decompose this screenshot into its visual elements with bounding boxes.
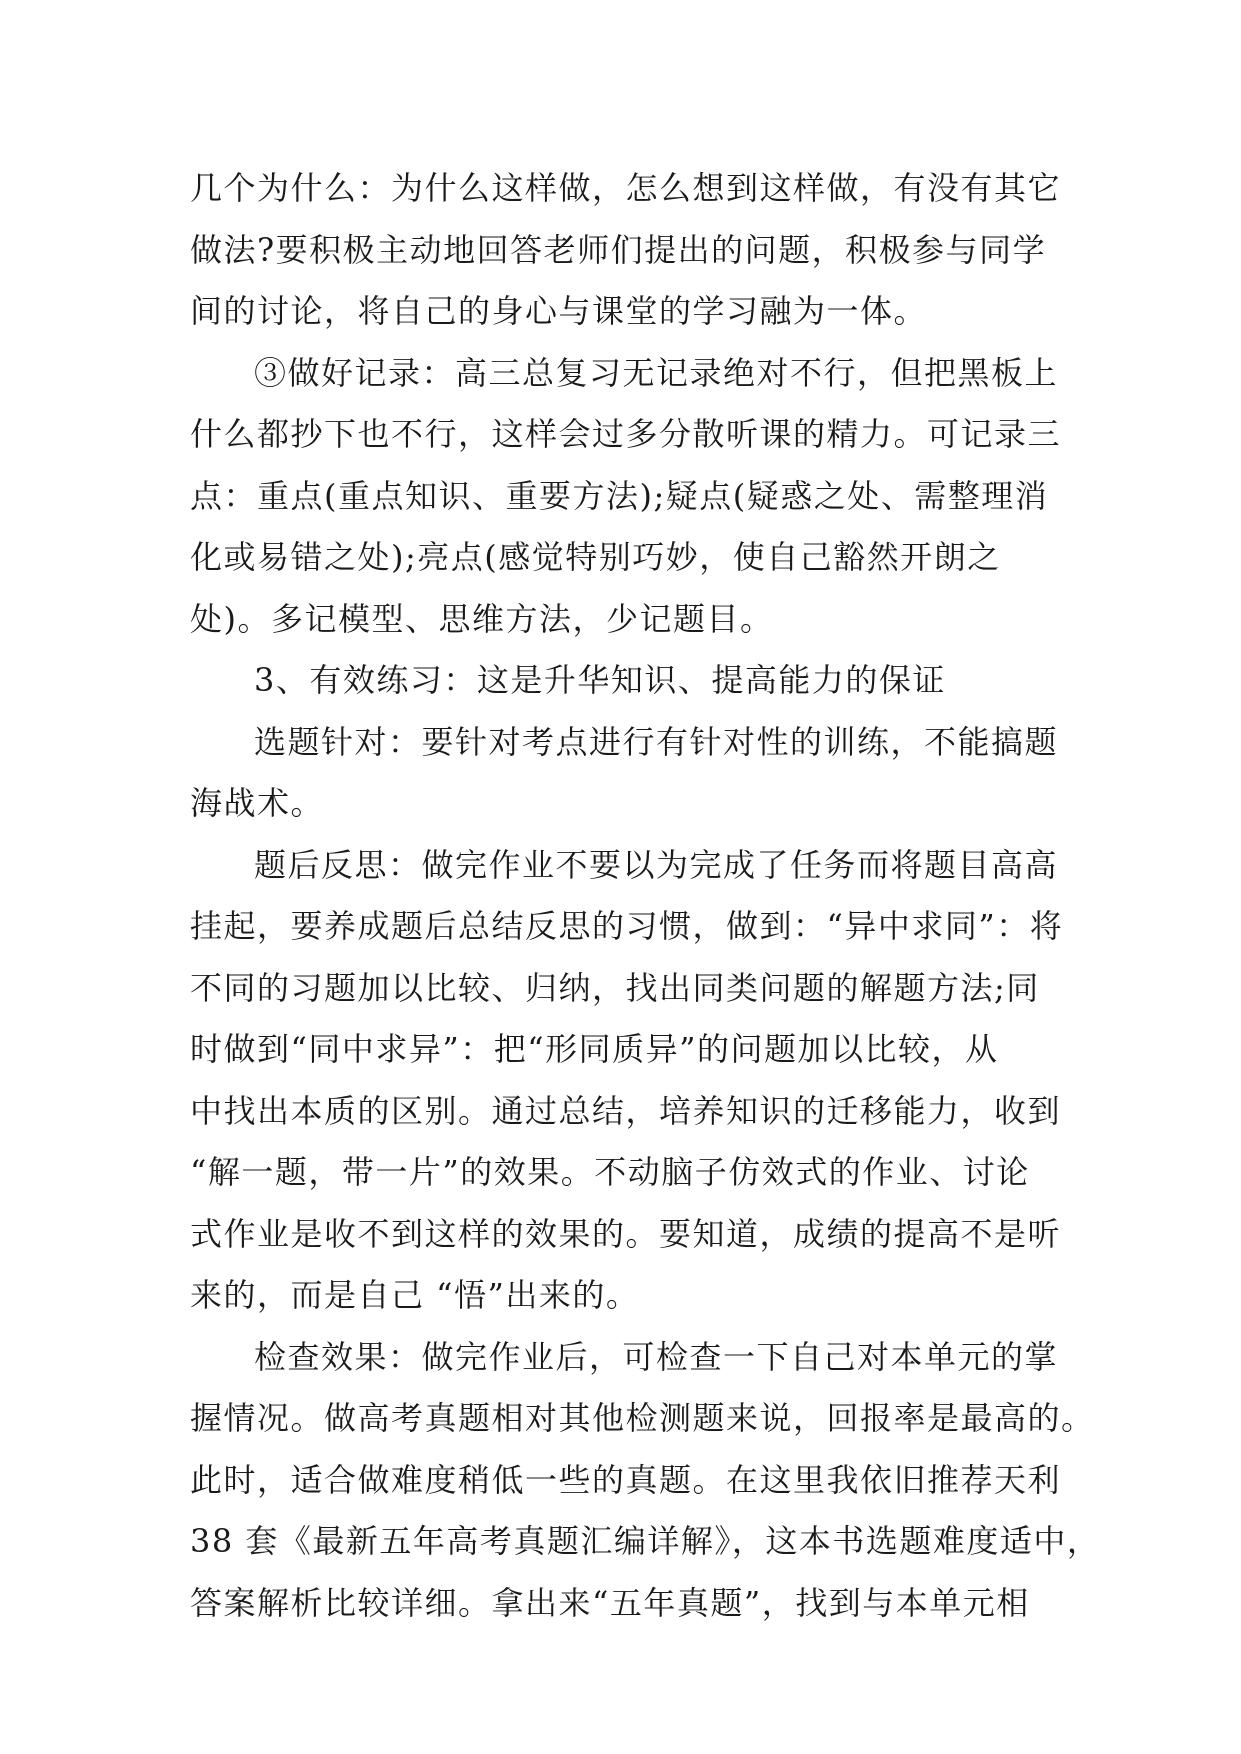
text-line: 间的讨论，将自己的身心与课堂的学习融为一体。 <box>190 292 928 330</box>
text-line: 不同的习题加以比较、归纳，找出同类问题的解题方法;同 <box>190 968 1040 1007</box>
text-line: “解一题，带一片”的效果。不动脑子仿效式的作业、讨论 <box>190 1153 1030 1191</box>
text-line: ③做好记录：高三总复习无记录绝对不行，但把黑板上 <box>254 353 1059 392</box>
text-line: 做法?要积极主动地回答老师们提出的问题，积极参与同学 <box>190 230 1047 269</box>
text-line: 挂起，要养成题后总结反思的习惯，做到：“异中求同”：将 <box>190 907 1064 945</box>
text-line: 时做到“同中求异”：把“形同质异”的问题加以比较，从 <box>190 1030 999 1068</box>
text-line: 式作业是收不到这样的效果的。要知道，成绩的提高不是听 <box>190 1214 1062 1253</box>
body-text <box>190 158 1101 1634</box>
text-line: 处)。多记模型、思维方法，少记题目。 <box>190 599 774 638</box>
text-line: 题后反思：做完作业不要以为完成了任务而将题目高高 <box>254 845 1059 884</box>
text-line: 选题针对：要针对考点进行有针对性的训练，不能搞题 <box>254 722 1059 761</box>
text-line: 几个为什么：为什么这样做，怎么想到这样做，有没有其它 <box>190 169 1062 207</box>
text-line: 海战术。 <box>190 784 325 822</box>
text-line: 此时，适合做难度稍低一些的真题。在这里我依旧推荐天利 <box>190 1460 1062 1499</box>
text-line: 握情况。做高考真题相对其他检测题来说，回报率是最高的。 <box>190 1399 1095 1437</box>
text-line: 什么都抄下也不行，这样会过多分散听课的精力。可记录三 <box>190 415 1062 453</box>
text-line: 检查效果：做完作业后，可检查一下自己对本单元的掌 <box>254 1337 1059 1376</box>
text-line: 来的，而是自己 “悟”出来的。 <box>190 1276 640 1314</box>
text-line: 点：重点(重点知识、重要方法);疑点(疑惑之处、需整理消 <box>190 476 1049 515</box>
section-heading: 3、有效练习：这是升华知识、提高能力的保证 <box>254 661 946 699</box>
text-line: 38 套《最新五年高考真题汇编详解》，这本书选题难度适中， <box>190 1522 1101 1560</box>
text-line: 答案解析比较详细。拿出来“五年真题”，找到与本单元相 <box>190 1583 1030 1622</box>
text-line: 中找出本质的区别。通过总结，培养知识的迁移能力，收到 <box>190 1091 1062 1130</box>
text-line: 化或易错之处);亮点(感觉特别巧妙，使自己豁然开朗之 <box>190 538 1001 576</box>
